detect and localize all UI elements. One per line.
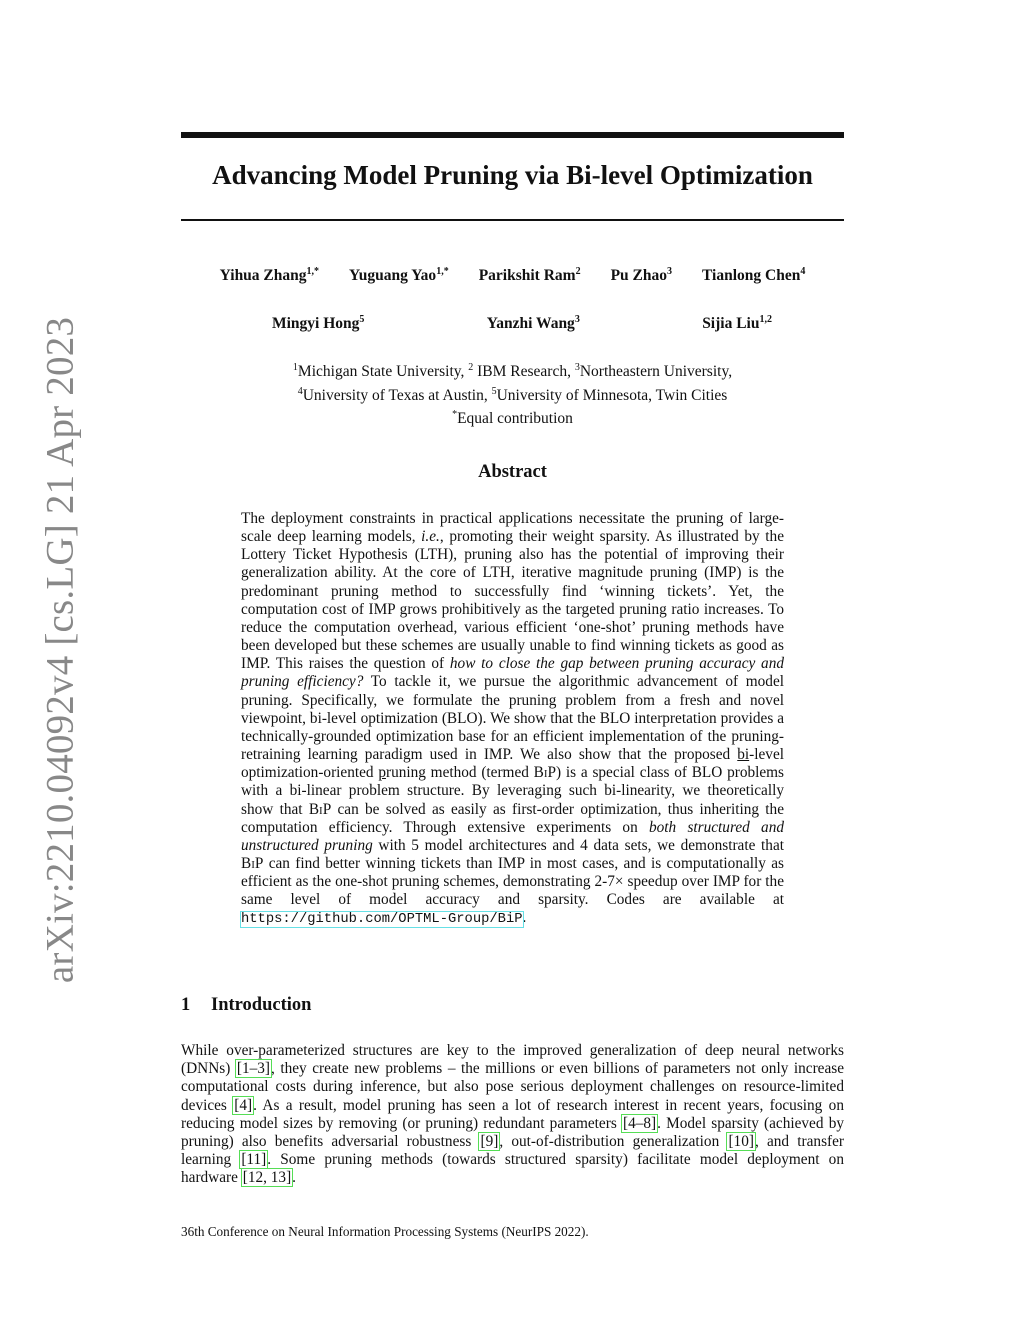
citation-link[interactable]: [10]: [728, 1133, 754, 1151]
author: Yanzhi Wang$^3$: [486, 314, 580, 333]
code-repository-link[interactable]: https://github.com/OPTML-Group/BiP: [241, 912, 523, 928]
author: Tianlong Chen$^4$: [702, 266, 806, 285]
citation-link[interactable]: [4–8]: [622, 1114, 657, 1132]
citation-link[interactable]: [1–3]: [236, 1060, 270, 1078]
citation-link[interactable]: [4]: [234, 1096, 253, 1114]
paper-title: Advancing Model Pruning via Bi-level Optimization: [212, 160, 813, 190]
citation-link[interactable]: [12, 13]: [242, 1169, 292, 1187]
introduction-paragraph: While over-parameterized structures are key to the improved generalization of deep neural networks (DNNs) [1–3], they create new problems – the millions or even billions of parameters not only increase computational costs during inference, but also pose serious deployment challenges on resource-limited devices [4]. As a result, model pruning has seen a lot of research interest in recent years, focusing on reducing model sizes by removing (or pruning) redundant parameters [4–8]. Model sparsity (achieved by pruning) also benefits adversarial robustness [9], out-of-distribution generalization [10], and transfer learning [11]. Some pruning methods (towards structured sparsity) facilitate model deployment on hardware [12, 13].: [181, 1042, 845, 1187]
arxiv-identifier-stamp: arXiv:2210.04092v4 [cs.LG] 21 Apr 2023: [38, 316, 82, 984]
citation-link[interactable]: [9]: [480, 1133, 499, 1151]
citation-link[interactable]: [11]: [241, 1151, 267, 1169]
affiliation-line-1: $^1$Michigan State University, $^2$ IBM Research, $^3$Northeastern University,: [292, 362, 733, 381]
author-list-row-2: [181, 314, 844, 333]
affiliation-line-2: $^4$University of Texas at Austin, $^5$University of Minnesota, Twin Cities: [297, 385, 728, 404]
author: Pu Zhao$^3$: [610, 266, 672, 285]
author: Yuguang Yao$^{1,*}$: [349, 266, 449, 285]
title-rule-top: [181, 132, 844, 138]
author: Mingyi Hong$^5$: [272, 314, 365, 333]
abstract-heading: Abstract: [478, 462, 547, 482]
conference-footnote: 36th Conference on Neural Information Processing Systems (NeurIPS 2022).: [181, 1224, 589, 1239]
author: Sijia Liu$^{1,2}$: [702, 314, 772, 333]
equal-contribution-note: *Equal contribution: [452, 409, 573, 428]
author: Parikshit Ram$^2$: [478, 266, 581, 285]
author-list-row-1: [181, 266, 844, 285]
author: Yihua Zhang$^{1,*}$: [219, 266, 320, 285]
abstract-text: The deployment constraints in practical applications necessitate the pruning of large-scale deep learning models, i.e., promoting their weight sparsity. As illustrated by the Lottery Ticket Hypothesis (LTH), pruning also has the potential of improving their generalization ability. At the core of LTH, iterative magnitude pruning (IMP) is the predominant pruning method to successfully find ‘winning tickets’. Yet, the computation cost of IMP grows prohibitively as the targeted pruning ratio increases. To reduce the computation overhead, various efficient ‘one-shot’ pruning methods have been developed but these schemes are usually unable to find winning tickets as good as IMP. This raises the question of how to close the gap between pruning accuracy and pruning efficiency? To tackle it, we pursue the algorithmic advancement of model pruning. Specifically, we formulate the pruning problem from a fresh and novel viewpoint, bi-level optimization (BLO). We show that the BLO interpretation provides a technically-grounded optimization base for an efficient implementation of the pruning-retraining learning paradigm used in IMP. We also show that the proposed bi-level optimization-oriented pruning method (termed BiP) is a special class of BLO problems with a bi-linear problem structure. By leveraging such bi-linearity, we theoretically show that BiP can be solved as easily as first-order optimization, thus inheriting the computation efficiency. Through extensive experiments on both structured and unstructured pruning with 5 model architectures and 4 data sets, we demonstrate that BiP can find better winning tickets than IMP in most cases, and is computationally as efficient as the one-shot pruning schemes, demonstrating 2-7× speedup over IMP for the same level of model accuracy and sparsity. Codes are available at https://github.com/OPTML-Group/BiP.: [241, 510, 785, 928]
affiliations: [181, 358, 844, 429]
section-heading-introduction: 1 Introduction: [181, 995, 312, 1015]
title-rule-bottom: [181, 219, 844, 221]
